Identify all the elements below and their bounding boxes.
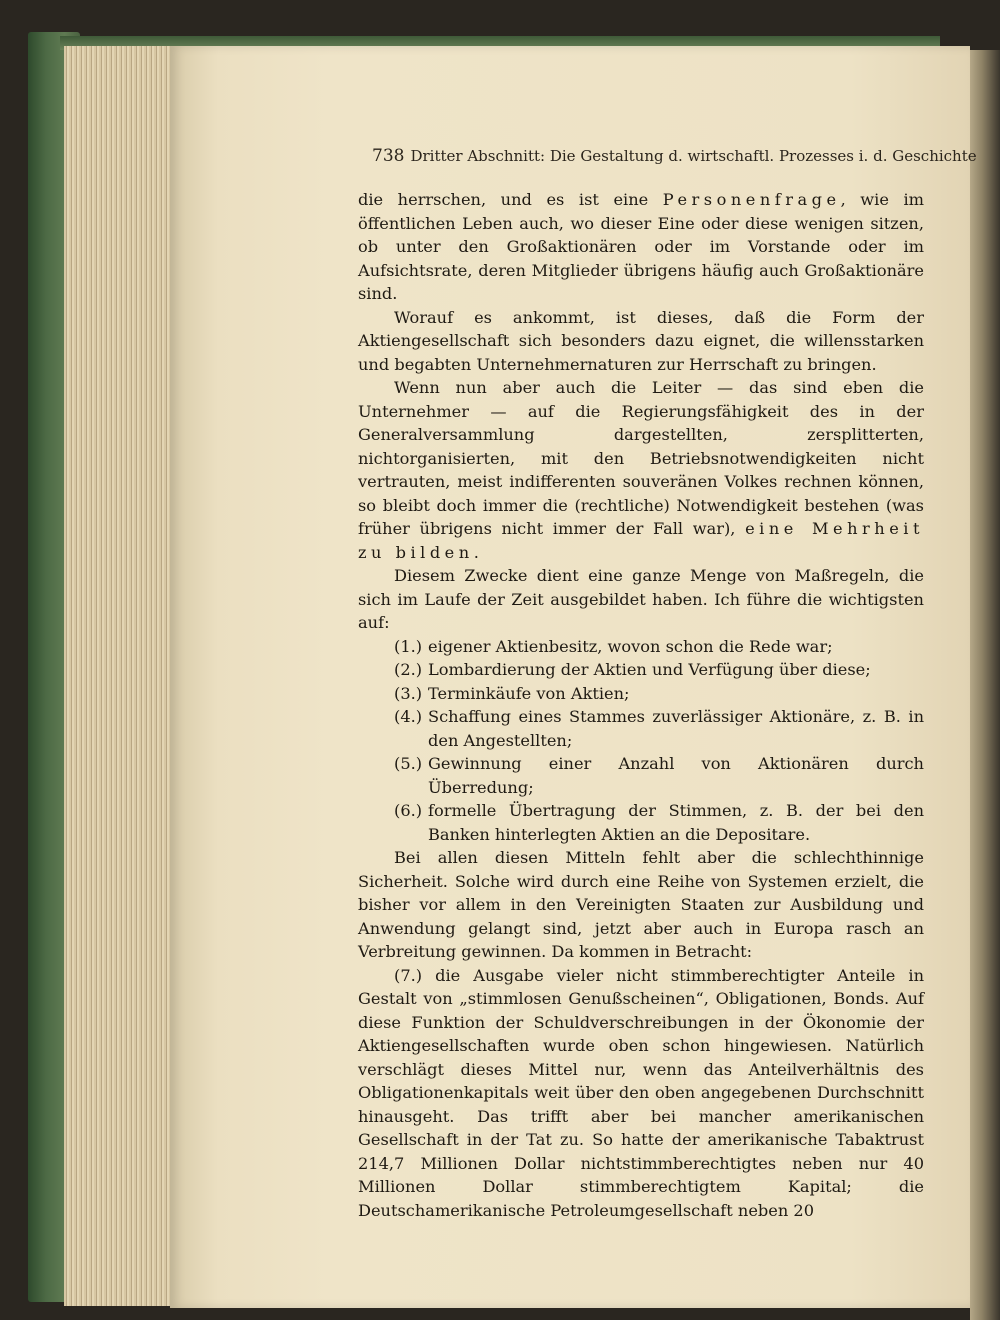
page-number: 738 xyxy=(372,146,405,166)
paragraph: (7.) die Ausgabe vieler nicht stimmberechtigter Anteile in Gestalt von „stimmlosen Genußscheinen“, Obligationen, Bonds. Auf diese Funktion der Schuldverschreibungen in der Ökonomie der Aktiengesellschaften wurde oben schon hingewiesen. Natürlich verschlägt dieses Mittel nur, wenn das Anteilverhältnis des Obligationenkapitals weit über den oben angegebenen Durchschnitt hinausgeht. Das trifft aber bei mancher amerikanischen Gesellschaft in der Tat zu. So hatte der amerikanische Tabaktrust 214,7 Millionen Dollar nichtstimmberechtigtes neben nur 40 Millionen Dollar stimmberechtigtem Kapital; die Deutschamerikanische Petroleumgesellschaft neben 20 xyxy=(358,965,924,1220)
paragraph-text: . xyxy=(473,542,479,562)
spaced-emphasis: eine Mehrheit zu bilden xyxy=(358,519,924,562)
list-number: (1.) xyxy=(394,636,423,656)
spaced-emphasis: Personenfrage xyxy=(662,190,841,209)
list-text: Gewinnung einer Anzahl von Aktionären durch Überredung; xyxy=(428,754,924,797)
list-text: Lombardierung der Aktien und Verfügung über diese; xyxy=(428,660,871,679)
running-header xyxy=(372,146,977,166)
list-text: formelle Übertragung der Stimmen, z. B. der bei den Banken hinterlegten Aktien an die Depositare. xyxy=(428,801,924,844)
list-number: (3.) xyxy=(394,683,423,703)
list-text: Terminkäufe von Aktien; xyxy=(428,683,630,703)
list-text: Schaffung eines Stammes zuverlässiger Aktionäre, z. B. in den Angestellten; xyxy=(428,707,924,750)
list-number: (2.) xyxy=(394,660,423,679)
paragraph-text: , wie im öffentlichen Leben auch, wo dieser Eine oder diese wenigen sitzen, ob unter den Großaktionären oder im Vorstande oder im Aufsichtsrate, deren Mitglieder übrigens häufig auch Großaktionäre sind. xyxy=(358,190,925,303)
binding-edge xyxy=(970,50,1000,1320)
list-item xyxy=(358,752,924,799)
list-item xyxy=(358,658,924,682)
paragraph-text: Wenn nun aber auch die Leiter — das sind eben die Unternehmer — auf die Regierungsfähigkeit des in der Generalversammlung dargestellten, zersplitterten, nichtorganisierten, mit den Betriebsnotwendigkeiten nicht vertrauten, meist indifferenten souveränen Volkes rechnen können, so bleibt doch immer die (rechtliche) Notwendigkeit bestehen (was früher übrigens nicht immer der Fall war), xyxy=(358,378,924,538)
list-text: eigener Aktienbesitz, wovon schon die Rede war; xyxy=(428,636,833,656)
paragraph: Diesem Zwecke dient eine ganze Menge von Maßregeln, die sich im Laufe der Zeit ausgebildet haben. Ich führe die wichtigsten auf: xyxy=(358,566,924,632)
paragraph: Bei allen diesen Mitteln fehlt aber die schlechthinnige Sicherheit. Solche wird durch eine Reihe von Systemen erzielt, die bisher vor allem in den Vereinigten Staaten zur Ausbildung und Anwendung gelangt sind, jetzt aber auch in Europa rasch an Verbreitung gewinnen. Da kommen in Betracht: xyxy=(358,848,924,961)
list-item xyxy=(358,799,924,846)
list-item xyxy=(358,682,924,706)
page-edges xyxy=(64,46,184,1306)
paragraph xyxy=(358,376,924,564)
body-text xyxy=(358,188,924,1222)
list-item xyxy=(358,705,924,752)
list-number: (6.) xyxy=(394,801,423,820)
list-number: (4.) xyxy=(394,707,423,726)
paragraph: Worauf es ankommt, ist dieses, daß die Form der Aktiengesellschaft sich besonders dazu eignet, die willensstarken und begabten Unternehmernaturen zur Herrschaft zu bringen. xyxy=(358,307,924,374)
paragraph xyxy=(358,188,924,306)
list-item xyxy=(358,635,924,659)
list-number: (5.) xyxy=(394,754,423,773)
paragraph-text: die herrschen, und es ist eine xyxy=(358,190,663,209)
running-title: Dritter Abschnitt: Die Gestaltung d. wirtschaftl. Prozesses i. d. Geschichte xyxy=(410,147,977,165)
